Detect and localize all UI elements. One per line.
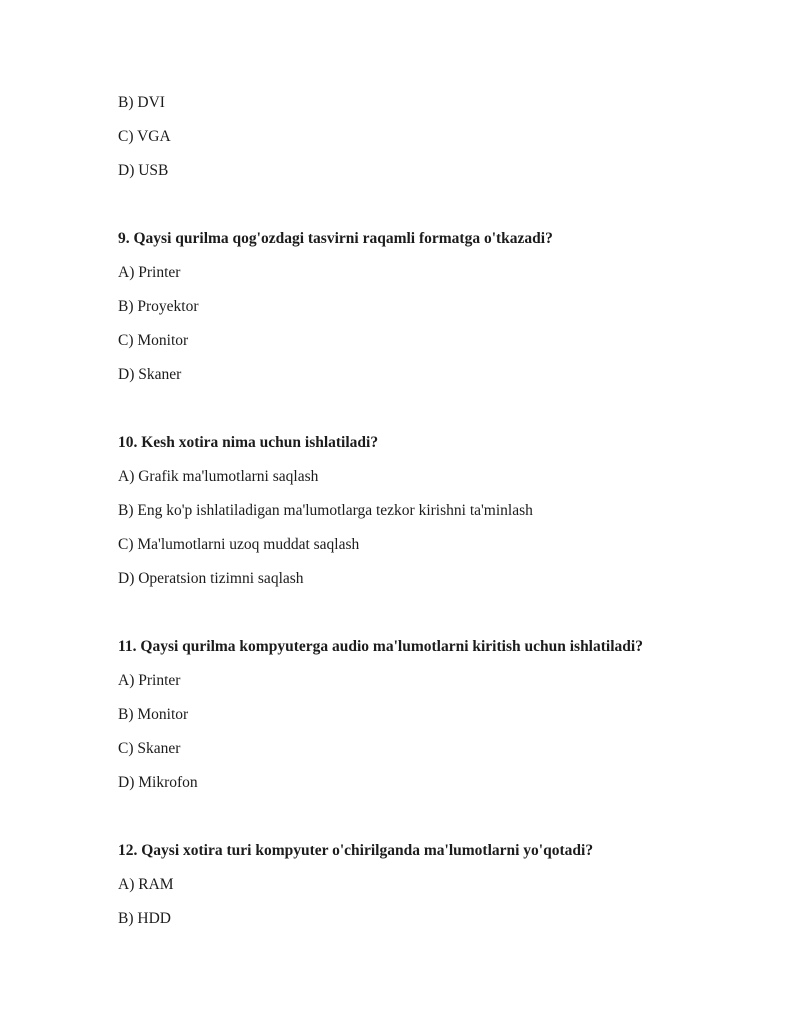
answer-option: A) Grafik ma'lumotlarni saqlash: [118, 468, 319, 485]
answer-option: A) RAM: [118, 876, 174, 893]
question-title: 9. Qaysi qurilma qog'ozdagi tasvirni raqamli formatga o'tkazadi?: [118, 230, 553, 247]
answer-option: C) Skaner: [118, 740, 181, 757]
answer-option: B) HDD: [118, 910, 171, 927]
blank-line: [118, 188, 740, 222]
quiz-content: [118, 86, 740, 936]
answer-option: C) VGA: [118, 128, 171, 145]
answer-option: C) Monitor: [118, 332, 189, 349]
answer-option: D) Mikrofon: [118, 774, 198, 791]
answer-option: A) Printer: [118, 264, 181, 281]
answer-option: B) Proyektor: [118, 298, 199, 315]
answer-option: D) Skaner: [118, 366, 182, 383]
blank-line: [118, 800, 740, 834]
question-title: 12. Qaysi xotira turi kompyuter o'chirilganda ma'lumotlarni yo'qotadi?: [118, 842, 594, 859]
answer-option: A) Printer: [118, 672, 181, 689]
blank-line: [118, 392, 740, 426]
answer-option: B) DVI: [118, 94, 165, 111]
answer-option: B) Monitor: [118, 706, 189, 723]
answer-option: B) Eng ko'p ishlatiladigan ma'lumotlarga tezkor kirishni ta'minlash: [118, 502, 533, 519]
blank-line: [118, 596, 740, 630]
question-title: 10. Kesh xotira nima uchun ishlatiladi?: [118, 434, 379, 451]
answer-option: D) USB: [118, 162, 169, 179]
answer-option: D) Operatsion tizimni saqlash: [118, 570, 304, 587]
question-title: 11. Qaysi qurilma kompyuterga audio ma'lumotlarni kiritish uchun ishlatiladi?: [118, 638, 643, 655]
answer-option: C) Ma'lumotlarni uzoq muddat saqlash: [118, 536, 360, 553]
